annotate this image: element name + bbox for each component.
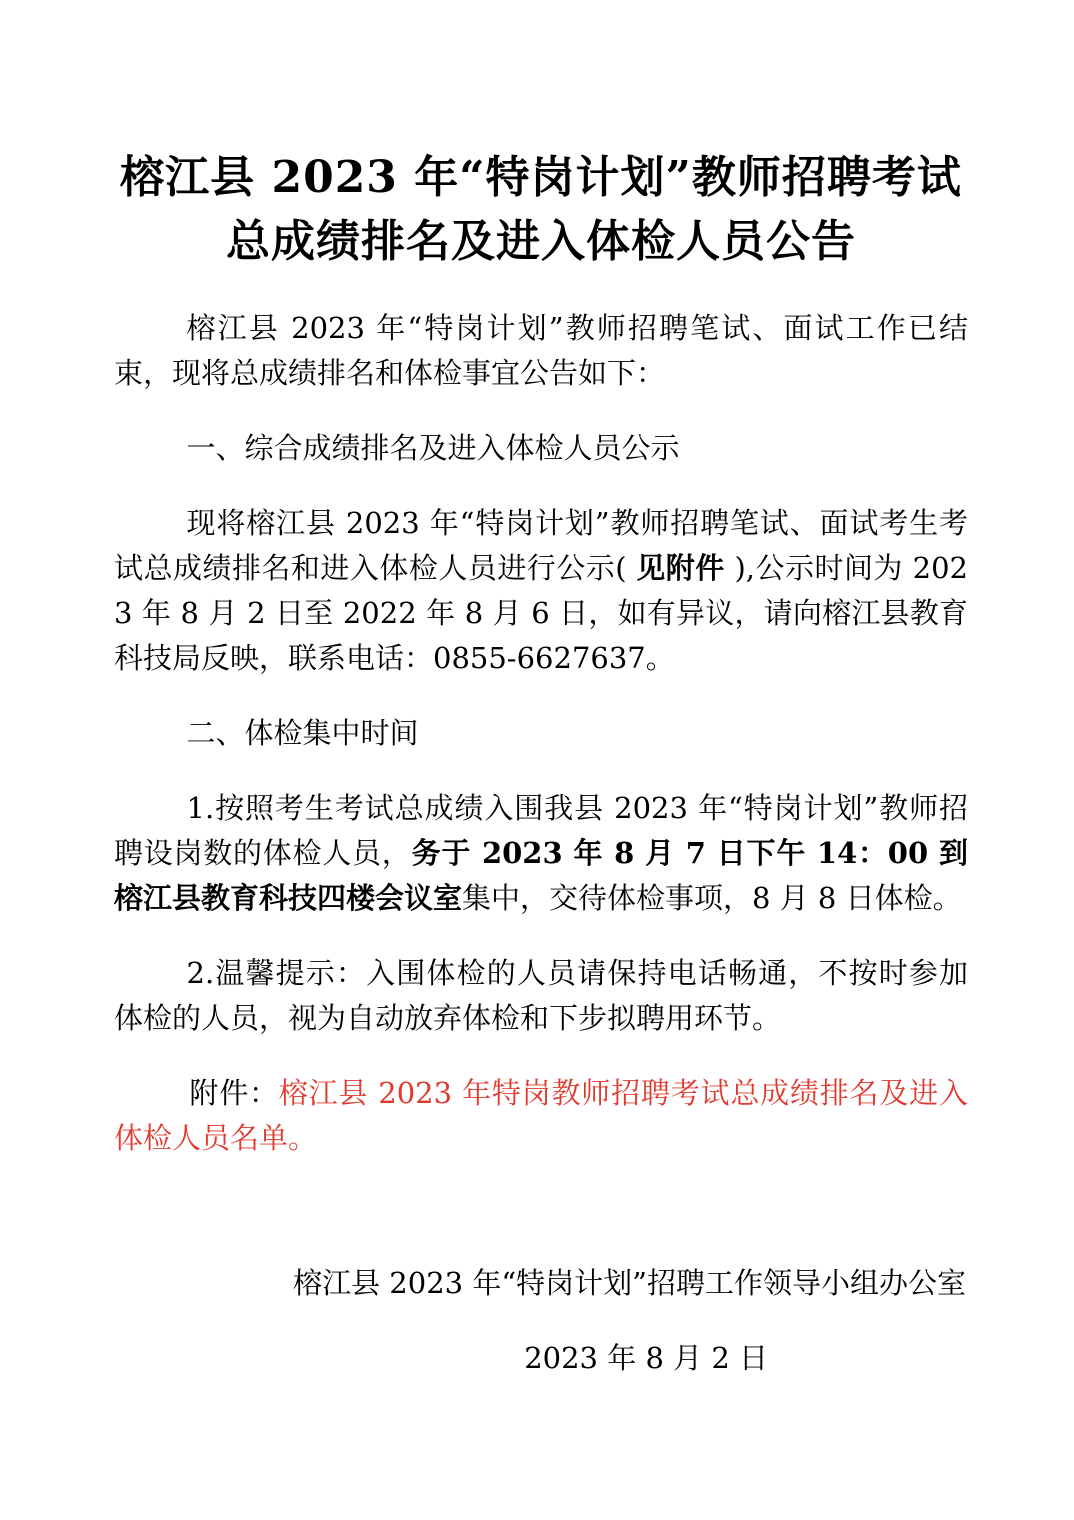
- medical-check-time-bold-text: 务于 2023 年 8 月 7 日下午 14：00 到榕江县教育科技四楼会议室: [114, 836, 968, 915]
- section-1-heading: 一、综合成绩排名及进入体检人员公示: [186, 431, 680, 465]
- document-title-line-2: 总成绩排名及进入体检人员公告: [226, 216, 856, 267]
- date-line: 2023 年 8 月 2 日: [524, 1341, 768, 1375]
- section-2-item-1-text-post: 集中，交待体检事项，8 月 8 日体检。: [462, 881, 962, 915]
- section-2-item-1-text-pre: 1.按照考生考试总成绩入围我县 2023 年“特岗计划”教师招聘设岗数的体检人员，: [114, 791, 968, 870]
- section-1-text-pre: 现将榕江县 2023 年“特岗计划”教师招聘笔试、面试考生考试总成绩排名和进入体检人员进行公示(: [114, 506, 968, 585]
- document-title: [114, 146, 968, 274]
- attachment-title: 榕江县 2023 年特岗教师招聘考试总成绩排名及进入体检人员名单。: [114, 1076, 968, 1155]
- section-1-text-post: ),公示时间为 2023 年 8 月 2 日至 2022 年 8 月 6 日，如有异议，请向榕江县教育科技局反映，联系电话：0855-6627637。: [114, 551, 968, 675]
- see-attachment-bold-text: 见附件: [636, 551, 725, 585]
- section-1-paragraph: [114, 501, 968, 681]
- section-2-item-2: 2.温馨提示：入围体检的人员请保持电话畅通，不按时参加体检的人员，视为自动放弃体检和下步拟聘用环节。: [114, 956, 968, 1035]
- section-2-heading: 二、体检集中时间: [186, 716, 419, 750]
- intro-paragraph: 榕江县 2023 年“特岗计划”教师招聘笔试、面试工作已结束，现将总成绩排名和体检事宜公告如下：: [114, 311, 968, 390]
- attachment-line: [114, 1071, 968, 1161]
- attachment-label: 附件：: [189, 1076, 279, 1110]
- signature-line: 榕江县 2023 年“特岗计划”招聘工作领导小组办公室: [293, 1266, 966, 1300]
- section-2-item-1: [114, 786, 968, 921]
- document-title-line-1: 榕江县 2023 年“特岗计划”教师招聘考试: [120, 152, 962, 203]
